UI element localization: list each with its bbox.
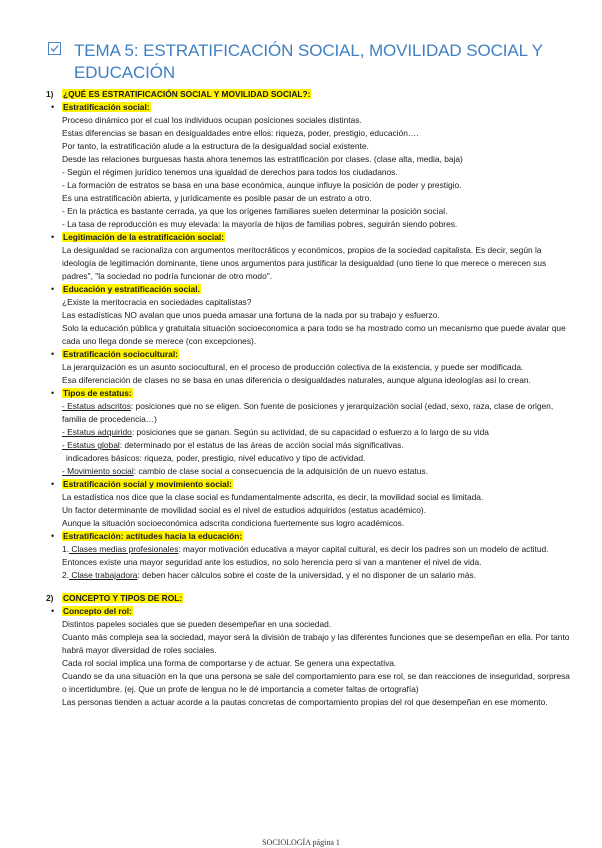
bullet-heading: Tipos de estatus: bbox=[63, 388, 132, 398]
text-line: - En la práctica es bastante cerrada, ya que los orígenes familiares suelen determinar la posición social. bbox=[62, 206, 448, 216]
bullet-item bbox=[46, 231, 576, 244]
attitude-item bbox=[46, 569, 576, 582]
status-type bbox=[46, 426, 576, 439]
term: - Movimiento social bbox=[62, 466, 134, 476]
bullet-heading: Estratificación social: bbox=[63, 102, 150, 112]
text-line: - Según el régimen jurídico tenemos una igualdad de derechos para todos los ciudadanos. bbox=[62, 167, 398, 177]
text-paragraph: Esa diferenciación de clases no se basa en unas diferencia o desigualdades naturales, aunque alguna ideologías así lo crean. bbox=[62, 375, 531, 385]
text-line: La estadística nos dice que la clase social es fundamentalmente adscrita, es decir, la movilidad social es limitada. bbox=[62, 492, 484, 502]
bullet-heading: Estratificación: actitudes hacia la educación: bbox=[63, 531, 243, 541]
bullet-heading: Estratificación sociocultural: bbox=[63, 349, 178, 359]
bullet-heading: Concepto del rol: bbox=[63, 606, 132, 616]
text-line: - La formación de estratos se basa en una base económica, aunque influye la posición de poder y prestigio. bbox=[62, 180, 462, 190]
status-type bbox=[46, 400, 576, 426]
section-number: 1) bbox=[46, 89, 54, 99]
text-line: Un factor determinante de movilidad social es el nivel de estudios adquiridos (estatus académico). bbox=[62, 505, 427, 515]
text-paragraph: Cuanto más compleja sea la sociedad, mayor será la división de trabajo y las diferentes funciones que se desempeñan en ella. Por tanto habrá mayor diversidad de roles sociales. bbox=[62, 632, 570, 655]
text-paragraph: La jerarquización es un asunto sociocultural, en el proceso de producción colectiva de la existencia, y puede ser modificada. bbox=[62, 362, 524, 372]
bullet-heading: Estratificación social y movimiento social: bbox=[63, 479, 232, 489]
text-line: Estas diferencias se basan en desigualdades entre ellos: riqueza, poder, prestigio, educación…. bbox=[62, 128, 419, 138]
item-number: 2. bbox=[62, 570, 69, 580]
text-paragraph: Solo la educación pública y gratuitala situación socioeconomica a para todo se ha mostrado como un mecanismo que puede avalar que cada uno llega donde se merece (con excepciones). bbox=[62, 323, 566, 346]
term: Clase trabajadora bbox=[69, 570, 138, 580]
bullet-heading: Legitimación de la estratificación social: bbox=[63, 232, 225, 242]
attitude-item bbox=[46, 543, 576, 569]
item-number: 1. bbox=[62, 544, 69, 554]
text-line: Distintos papeles sociales que se pueden desempeñar en una sociedad. bbox=[62, 619, 332, 629]
text-line: ¿Existe la meritocracia en sociedades capitalistas? bbox=[62, 297, 252, 307]
page-footer: SOCIOLOGÍA página 1 bbox=[262, 838, 340, 847]
text-line: Las estadísticas NO avalan que unos pueda amasar una fortuna de la nada por su trabajo y esfuerzo. bbox=[62, 310, 440, 320]
section-2-heading bbox=[46, 592, 576, 605]
definition: : posiciones que no se eligen. Son fuente de posiciones y jerarquización social (edad, sexo, raza, clase de origen, familia de procedencia…) bbox=[62, 401, 554, 424]
bullet-item bbox=[46, 387, 576, 400]
text-line: - La tasa de reproducción es muy elevada: la mayoría de hijos de familias pobres, seguirán siendo pobres. bbox=[62, 219, 458, 229]
bullet-item bbox=[46, 530, 576, 543]
text-line: Proceso dinámico por el cual los individuos ocupan posiciones sociales distintas. bbox=[62, 115, 362, 125]
text-line: Es una estratificación abierta, y jurídicamente es posible pasar de un estrato a otro. bbox=[62, 193, 372, 203]
page-title: TEMA 5: ESTRATIFICACIÓN SOCIAL, MOVILIDAD SOCIAL Y EDUCACIÓN bbox=[74, 41, 543, 82]
text-line: Desde las relaciones burguesas hasta ahora tenemos las estratificación por clases. (clase alta, media, baja) bbox=[62, 154, 463, 164]
bullet-item bbox=[46, 605, 576, 618]
term: Clases medias profesionales bbox=[69, 544, 179, 554]
definition: : deben hacer cálculos sobre el coste de la universidad, y el no disponer de un salario más. bbox=[137, 570, 476, 580]
title-row bbox=[48, 40, 568, 84]
definition: : mayor motivación educativa a mayor capital cultural, es decir los padres son un modelo de actitud. Entonces existe una mayor seguridad ante los estudios, no solo herencia pero si van a mantener el nivel de vida. bbox=[62, 544, 549, 567]
bullet-item bbox=[46, 101, 576, 114]
definition: : cambio de clase social a consecuencia de la adquisición de un nuevo estatus. bbox=[133, 466, 428, 476]
term: - Estatus adquirido bbox=[62, 427, 132, 437]
text-paragraph: La desigualdad se racionaliza con argumentos meritocráticos y económicos, propios de la sociedad capitalista. Es decir, según la ideología de legitimación dominante, tiene unos argumentos para justificar la desigualdad (uno tiene lo que merece o merecen sus padres", "la sociedad no podría funcionar de otro modo". bbox=[62, 245, 547, 281]
text-paragraph: Las personas tienden a actuar acorde a la pautas concretas de comportamiento propias del rol que desempeñan en ese momento. bbox=[62, 697, 548, 707]
status-type bbox=[46, 439, 576, 452]
bullet-item bbox=[46, 478, 576, 491]
text-paragraph: Cuando se da una situación en la que una persona se sale del comportamiento para ese rol, se dan reacciones de inseguridad, sorpresa o incertidumbre. (ej. Que un profe de lengua no le dé importancia a cometer faltas de ortografía) bbox=[62, 671, 570, 694]
section-title: CONCEPTO Y TIPOS DE ROL: bbox=[63, 593, 183, 603]
bullet-item bbox=[46, 348, 576, 361]
text-line: Aunque la situación socioeconómica adscrita condiciona fuertemente sus logro académicos. bbox=[62, 518, 405, 528]
bullet-heading: Educación y estratificación social. bbox=[63, 284, 200, 294]
section-title: ¿QUÉ ES ESTRATIFICACIÓN SOCIAL Y MOVILIDAD SOCIAL?: bbox=[63, 89, 311, 99]
text-line: Por tanto, la estratificación alude a la estructura de la desigualdad social existente. bbox=[62, 141, 369, 151]
status-type bbox=[46, 465, 576, 478]
definition: : determinado por el estatus de las áreas de acción social más significativas. bbox=[119, 440, 404, 450]
text-line: indicadores básicos: riqueza, poder, prestigio, nivel educativo y tipo de actividad. bbox=[66, 453, 366, 463]
content bbox=[46, 88, 576, 709]
text-line: Cada rol social implica una forma de comportarse y de actuar. Se genera una expectativa. bbox=[62, 658, 397, 668]
term: - Estatus global bbox=[62, 440, 120, 450]
checkbox-icon[interactable] bbox=[48, 42, 61, 55]
definition: : posiciones que se ganan. Según su actividad, de su capacidad o esfuerzo a lo largo de su vida bbox=[131, 427, 489, 437]
term: - Estatus adscritos bbox=[62, 401, 131, 411]
bullet-item bbox=[46, 283, 576, 296]
section-number: 2) bbox=[46, 593, 54, 603]
section-1-heading bbox=[46, 88, 576, 101]
